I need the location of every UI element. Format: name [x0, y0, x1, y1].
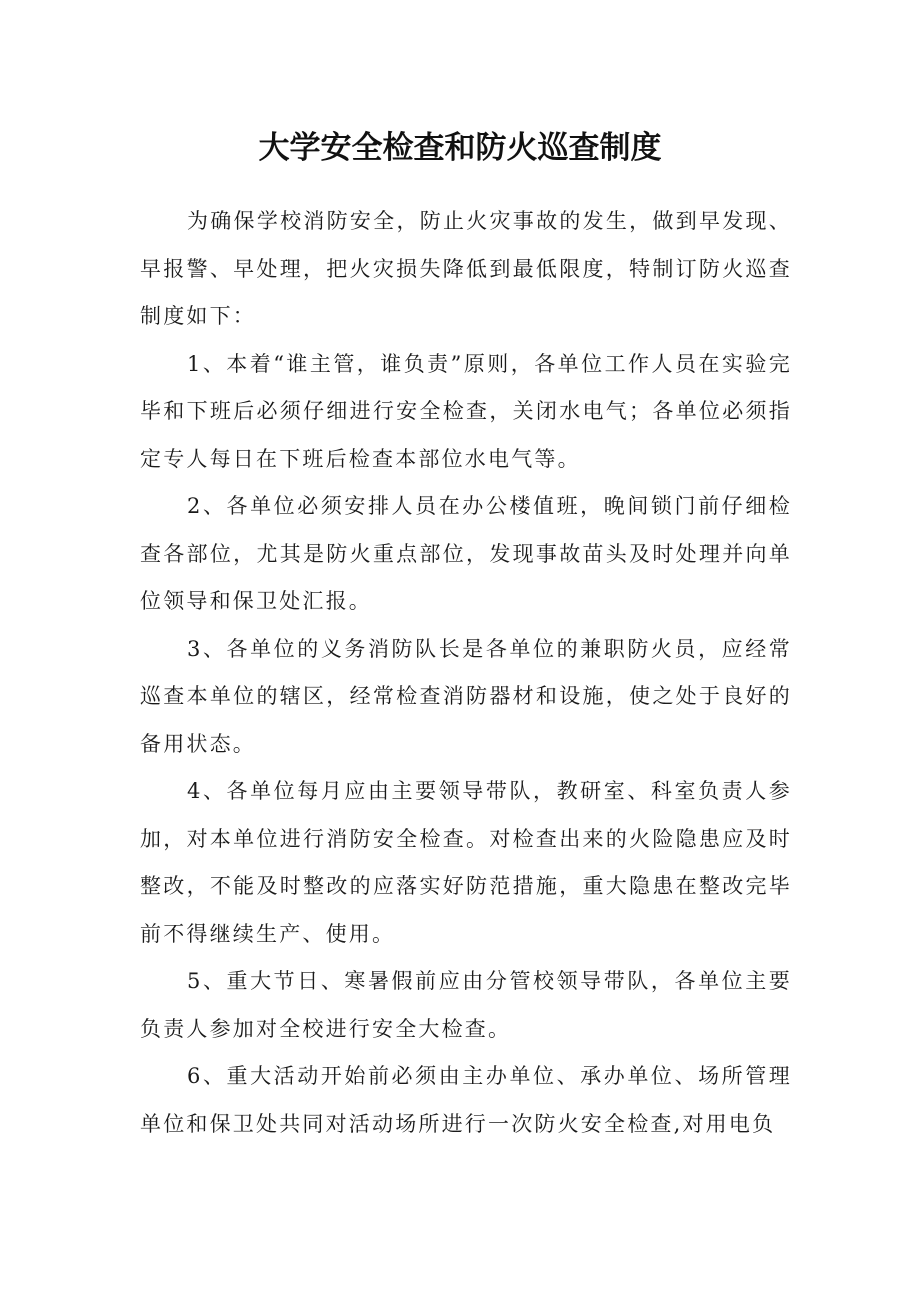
rule-paragraph-3: 3、各单位的义务消防队长是各单位的兼职防火员，应经常巡查本单位的辖区，经常检查消防器材和设施，使之处于良好的备用状态。	[140, 636, 792, 756]
document-body	[140, 198, 792, 1148]
rule-paragraph-1: 1、本着“谁主管，谁负责”原则，各单位工作人员在实验完毕和下班后必须仔细进行安全检查，关闭水电气；各单位必须指定专人每日在下班后检查本部位水电气等。	[140, 351, 792, 471]
intro-paragraph: 为确保学校消防安全，防止火灾事故的发生，做到早发现、早报警、早处理，把火灾损失降低到最低限度，特制订防火巡查制度如下：	[140, 209, 792, 328]
rule-paragraph-4: 4、各单位每月应由主要领导带队，教研室、科室负责人参加，对本单位进行消防安全检查。对检查出来的火险隐患应及时整改，不能及时整改的应落实好防范措施，重大隐患在整改完毕前不得继续生产、使用。	[140, 779, 792, 946]
rule-paragraph-2: 2、各单位必须安排人员在办公楼值班，晚间锁门前仔细检查各部位，尤其是防火重点部位，发现事故苗头及时处理并向单位领导和保卫处汇报。	[140, 494, 792, 613]
rule-paragraph-6: 6、重大活动开始前必须由主办单位、承办单位、场所管理单位和保卫处共同对活动场所进行一次防火安全检查,对用电负	[140, 1064, 792, 1136]
rule-paragraph-5: 5、重大节日、寒暑假前应由分管校领导带队，各单位主要负责人参加对全校进行安全大检查。	[140, 969, 792, 1041]
document-title: 大学安全检查和防火巡查制度	[258, 130, 662, 166]
